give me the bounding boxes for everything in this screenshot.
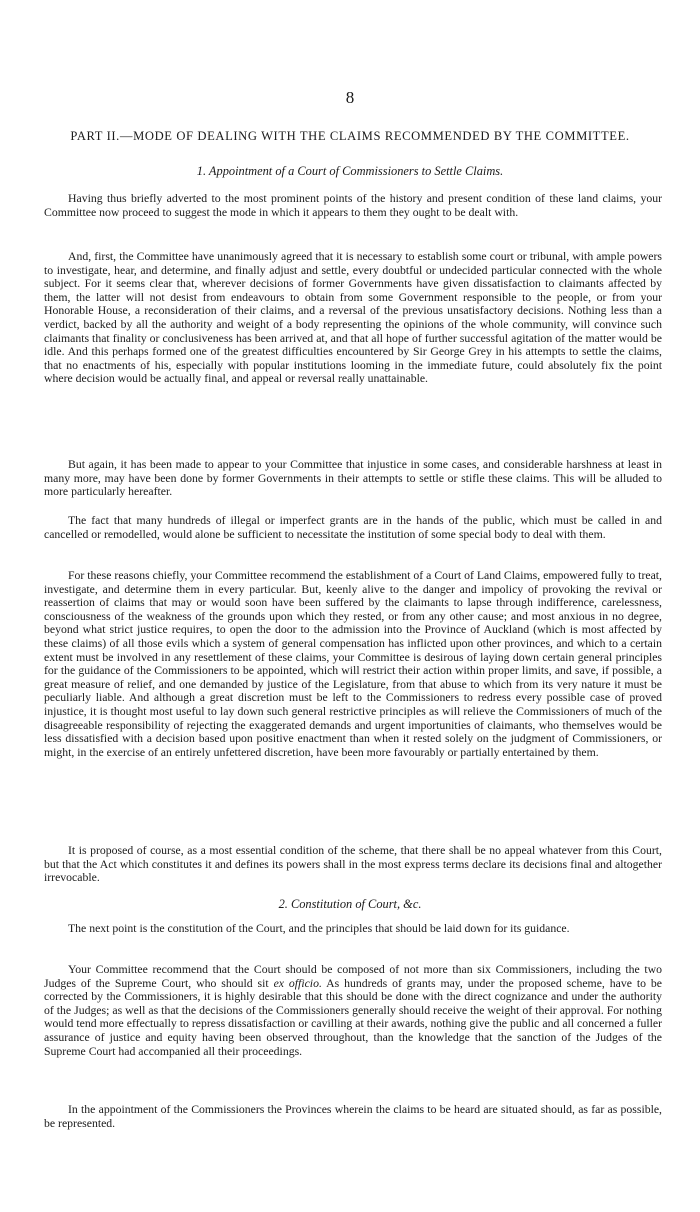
paragraph-composition [44,963,662,1058]
page-number: 8 [345,88,355,107]
section-heading-appointment: 1. Appointment of a Court of Commissioners to Settle Claims. [196,164,504,178]
paragraph-provinces: In the appointment of the Commissioners the Provinces wherein the claims to be heard are situated should, as far as possible, be represented. [44,1103,662,1130]
paragraph-tribunal: And, first, the Committee have unanimously agreed that it is necessary to establish some court or tribunal, with ample powers to investigate, hear, and determine, and finally adjust and settle, every doubtful or undecided particular connected with the whole subject. For it seems clear that, wherever decisions of former Governments have given dissatisfaction to claimants affected by them, the latter will not desist from endeavours to obtain from some Government responsible to the people, or from your Honorable House, a reconsideration of their claims, and a reversal of the previous unsatisfactory decisions. Nothing less than a verdict, backed by all the authority and weight of a body representing the opinions of the whole community, will convince such claimants that finality or conclusiveness has been arrived at, and that all hope of further successful agitation of the matter would be idle. And this perhaps formed one of the greatest difficulties encountered by Sir George Grey in his attempts to settle the claims, that no enactments of his, especially with popular institutions looming in the immediate future, could absolutely fix the point where decision would be actually final, and appeal or reversal really unattainable. [44,250,662,386]
composition-text-end: As hundreds of grants may, under the proposed scheme, have to be corrected by the Commissioners, it is highly desirable that this should be done with the direct cognizance and under the authority of the Judges; as well as that the decisions of the Commissioners generally should receive the weight of their approval. For nothing would tend more effectually to repress dissatisfaction or cavilling at their awards, nothing give the public and all concerned a fuller assurance of justice and equity having been observed throughout, than the knowledge that the sanction of the Judges of the Supreme Court had accompanied all their proceedings. [44,976,662,1058]
paragraph-court-of-land-claims: For these reasons chiefly, your Committee recommend the establishment of a Court of Land Claims, empowered fully to treat, investigate, and determine them in every particular. But, keenly alive to the danger and impolicy of provoking the revival or reassertion of claims that may or would soon have been suffered by the claimants to lapse through indifference, carelessness, consciousness of the weakness of the grounds upon which they rested, or from any other cause; and most anxious in no degree, beyond what strict justice requires, to open the door to the admission into the Province of Auckland (which is most affected by these claims) of all those evils which a system of general compensation has inflicted upon other provinces, and which to a certain extent must be involved in any resettlement of these claims, your Committee is desirous of laying down certain general principles for the guidance of the Commissioners to be appointed, which will restrict their action within proper limits, and save, if possible, a great measure of relief, and one demanded by justice of the Legislature, from that abuse to which from its very nature it must be peculiarly liable. And although a great discretion must be left to the Commissioners to redress every possible case of proved injustice, it is thought most useful to lay down such general restrictive principles as will relieve the Commissioners of much of the disagreeable responsibility of rejecting the exaggerated demands and urgent importunities of claimants, who themselves would be less dissatisfied with a decision based upon positive enactment than when it rested solely on the judgment of Commissioners, or might, in the exercise of an entirely unfettered discretion, have been more favourably or partially entertained by them. [44,569,662,759]
composition-text-start: Your Committee recommend that the Court should be composed of not more than six Commissioners, including the two Judges of the Supreme Court, who should sit [44,963,662,990]
part-title: PART II.—MODE OF DEALING WITH THE CLAIMS RECOMMENDED BY THE COMMITTEE. [70,129,630,143]
paragraph-injustice: But again, it has been made to appear to your Committee that injustice in some cases, and considerable harshness at least in many more, may have been done by former Governments in their attempts to settle or stifle these claims. This will be alluded to more particularly hereafter. [44,458,662,499]
paragraph-illegal-grants: The fact that many hundreds of illegal or imperfect grants are in the hands of the public, which must be called in and cancelled or remodelled, would alone be sufficient to necessitate the institution of some special body to deal with them. [44,514,662,541]
paragraph-no-appeal: It is proposed of course, as a most essential condition of the scheme, that there shall be no appeal whatever from this Court, but that the Act which constitutes it and defines its powers shall in the most express terms declare its decisions final and altogether irrevocable. [44,844,662,885]
paragraph-constitution: The next point is the constitution of the Court, and the principles that should be laid down for its guidance. [68,922,570,935]
section-heading-constitution: 2. Constitution of Court, &c. [278,897,422,911]
ex-officio-phrase: ex officio. [273,976,322,990]
paragraph-introduction: Having thus briefly adverted to the most prominent points of the history and present condition of these land claims, your Committee now proceed to suggest the mode in which it appears to them they ought to be dealt with. [44,192,662,219]
